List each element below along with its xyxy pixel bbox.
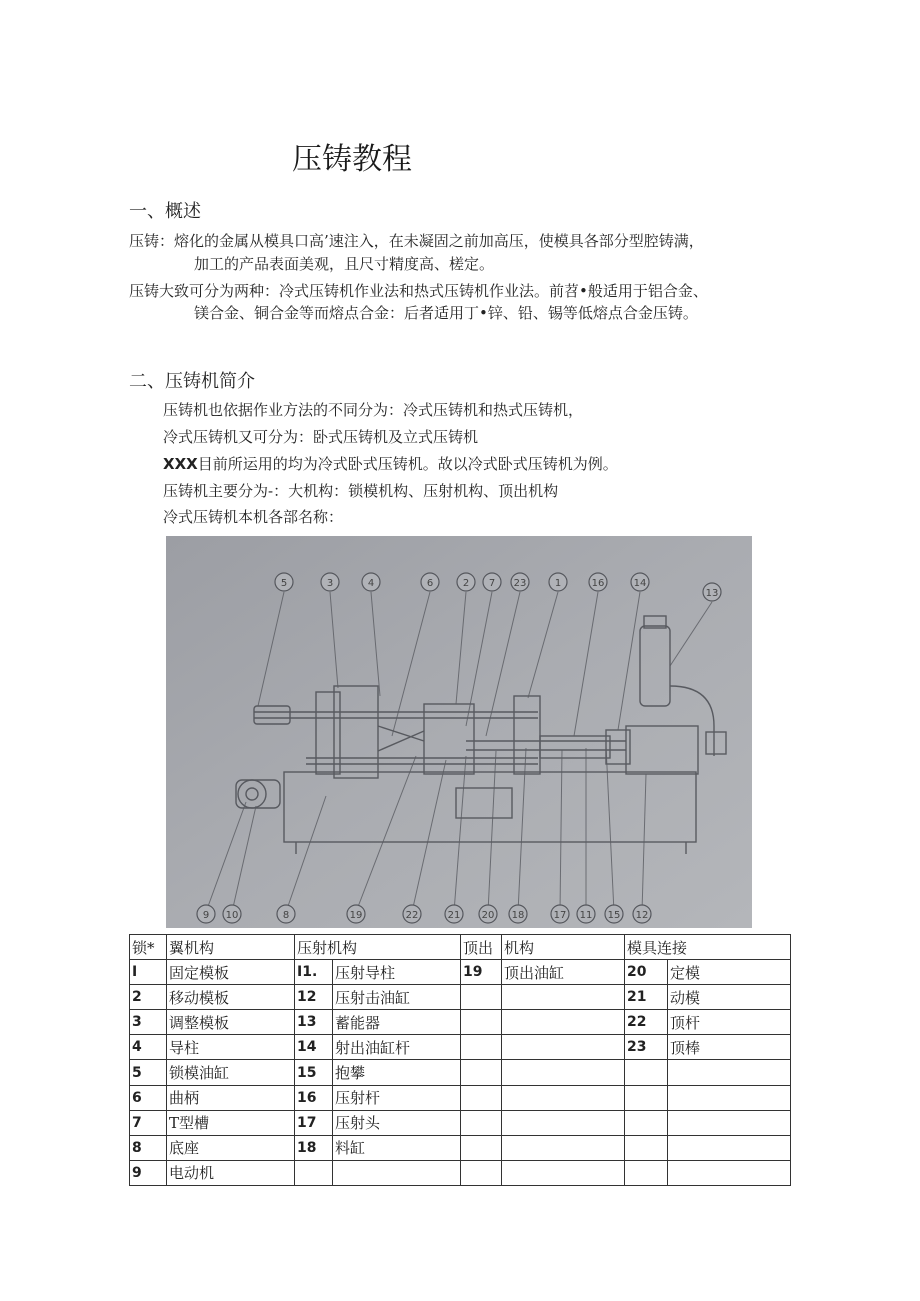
table-row [130, 1110, 791, 1135]
paragraph-definition-line1: 压铸：熔化的金属从模具口高’速注入，在未凝固之前加高压，使模具各部分型腔铸满， [129, 232, 704, 250]
part-number-cell: 13 [295, 1010, 333, 1035]
intro-line3 [163, 456, 618, 472]
part-name-cell [502, 1160, 625, 1185]
paragraph-definition-line2: 加工的产品表面美观，且尺寸精度高、槎定。 [194, 255, 495, 273]
callout-bottom-label: 8 [282, 910, 290, 921]
machine-diagram-photo [166, 536, 752, 928]
part-number-cell: 21 [625, 985, 668, 1010]
machine-diagram [166, 536, 752, 928]
header-injection-mechanism: 压射机构 [295, 935, 461, 960]
part-name-cell [668, 1135, 791, 1160]
part-name-cell: 抱攀 [333, 1060, 461, 1085]
table-row [130, 1035, 791, 1060]
part-number-cell [461, 1110, 502, 1135]
part-number-cell [625, 1160, 668, 1185]
part-name-cell: 固定模板 [167, 960, 295, 985]
part-name-cell: T型槽 [167, 1110, 295, 1135]
part-number-cell: 23 [625, 1035, 668, 1060]
part-number-cell: 8 [130, 1135, 167, 1160]
part-name-cell: 压射杆 [333, 1085, 461, 1110]
intro-line1: 压铸机也依据作业方法的不同分为：冷式压铸机和热式压铸机， [163, 401, 584, 419]
part-number-cell: 7 [130, 1110, 167, 1135]
part-name-cell: 调整模板 [167, 1010, 295, 1035]
part-number-cell [625, 1135, 668, 1160]
part-name-cell: 压射头 [333, 1110, 461, 1135]
part-number-cell: I [130, 960, 167, 985]
part-name-cell: 定模 [668, 960, 791, 985]
part-number-cell [461, 1035, 502, 1060]
table-row [130, 985, 791, 1010]
part-name-cell [502, 985, 625, 1010]
callout-bottom-label: 12 [635, 910, 649, 921]
table-row [130, 1160, 791, 1185]
part-name-cell [502, 1035, 625, 1060]
table-row [130, 1010, 791, 1035]
part-name-cell [668, 1110, 791, 1135]
callout-bottom-label: 17 [553, 910, 567, 921]
part-number-cell [625, 1110, 668, 1135]
section-heading-machine-intro: 二、压铸机简介 [129, 371, 255, 392]
section-heading-overview: 一、概述 [129, 201, 201, 222]
part-number-cell: 5 [130, 1060, 167, 1085]
part-name-cell [502, 1135, 625, 1160]
callout-top-label: 5 [280, 578, 288, 589]
part-number-cell: 18 [295, 1135, 333, 1160]
part-name-cell: 压射击油缸 [333, 985, 461, 1010]
part-number-cell: 9 [130, 1160, 167, 1185]
paragraph-types-line2: 镁合金、铜合金等而熔点合金：后者适用丁•锌、铅、锡等低熔点合金压铸。 [194, 304, 698, 322]
part-number-cell [461, 1085, 502, 1110]
callout-top-label: 3 [326, 578, 334, 589]
table-row [130, 960, 791, 985]
callout-bottom-label: 20 [481, 910, 495, 921]
table-row [130, 1135, 791, 1160]
part-number-cell: 12 [295, 985, 333, 1010]
callout-top-label: 14 [633, 578, 647, 589]
intro-line5: 冷式压铸机本机各部名称： [163, 508, 344, 526]
part-name-cell: 料缸 [333, 1135, 461, 1160]
callout-top-label: 16 [591, 578, 605, 589]
header-ejector-mechanism: 机构 [502, 935, 625, 960]
callout-bottom-label: 19 [349, 910, 363, 921]
callout-top-label: 6 [426, 578, 434, 589]
part-number-cell [625, 1085, 668, 1110]
table-row [130, 1085, 791, 1110]
part-number-cell: 20 [625, 960, 668, 985]
intro-line4: 压铸机主要分为-：大机构：锁模机构、压射机构、顶出机构 [163, 482, 559, 500]
callout-top-label: 7 [488, 578, 496, 589]
header-mold-connection: 模具连接 [625, 935, 791, 960]
part-name-cell [333, 1160, 461, 1185]
part-name-cell: 蓄能器 [333, 1010, 461, 1035]
part-name-cell [502, 1085, 625, 1110]
part-name-cell [668, 1060, 791, 1085]
page-title: 压铸教程 [292, 142, 412, 177]
part-number-cell [295, 1160, 333, 1185]
part-name-cell: 射出油缸杆 [333, 1035, 461, 1060]
callout-bottom-label: 9 [202, 910, 210, 921]
parts-table [129, 934, 791, 1186]
part-number-cell: 16 [295, 1085, 333, 1110]
part-name-cell: 顶杆 [668, 1010, 791, 1035]
part-name-cell: 锁模油缸 [167, 1060, 295, 1085]
table-row [130, 1060, 791, 1085]
part-name-cell [668, 1160, 791, 1185]
part-name-cell: 电动机 [167, 1160, 295, 1185]
part-number-cell [461, 985, 502, 1010]
part-number-cell [461, 1010, 502, 1035]
part-name-cell: 导柱 [167, 1035, 295, 1060]
part-name-cell: 底座 [167, 1135, 295, 1160]
part-number-cell: 17 [295, 1110, 333, 1135]
callout-top-label: 2 [462, 578, 470, 589]
part-name-cell [668, 1085, 791, 1110]
callout-bottom-label: 18 [511, 910, 525, 921]
header-clamp-mechanism: 翼机构 [167, 935, 295, 960]
callout-bottom-label: 22 [405, 910, 419, 921]
part-name-cell: 顶棒 [668, 1035, 791, 1060]
header-clamp-prefix: 锁* [130, 935, 167, 960]
part-name-cell: 曲柄 [167, 1085, 295, 1110]
callout-bottom-label: 15 [607, 910, 621, 921]
part-number-cell: 4 [130, 1035, 167, 1060]
part-number-cell: 3 [130, 1010, 167, 1035]
callout-top-label: 13 [705, 588, 719, 599]
callout-top-label: 23 [513, 578, 527, 589]
table-header-row [130, 935, 791, 960]
part-number-cell: 6 [130, 1085, 167, 1110]
part-number-cell [461, 1060, 502, 1085]
callout-bottom-label: 10 [225, 910, 239, 921]
parts-table-body [130, 935, 791, 1186]
part-number-cell: 22 [625, 1010, 668, 1035]
part-name-cell: 压射导柱 [333, 960, 461, 985]
part-number-cell [625, 1060, 668, 1085]
intro-line3-text: 目前所运用的均为冷式卧式压铸机。故以冷式卧式压铸机为例。 [197, 455, 618, 473]
part-name-cell [502, 1010, 625, 1035]
part-number-cell: 15 [295, 1060, 333, 1085]
part-name-cell [502, 1060, 625, 1085]
part-number-cell [461, 1135, 502, 1160]
part-name-cell: 顶出油缸 [502, 960, 625, 985]
part-number-cell [461, 1160, 502, 1185]
callout-top-label: 1 [554, 578, 562, 589]
part-number-cell: 19 [461, 960, 502, 985]
part-name-cell [502, 1110, 625, 1135]
paragraph-types-line1: 压铸大致可分为两种：冷式压铸机作业法和热式压铸机作业法。前苕•般适用于铝合金、 [129, 282, 708, 300]
intro-line2: 冷式压铸机又可分为：卧式压铸机及立式压铸机 [163, 428, 479, 446]
callout-bottom-label: 21 [447, 910, 461, 921]
header-ejector-prefix: 顶出 [461, 935, 502, 960]
part-name-cell: 移动模板 [167, 985, 295, 1010]
part-number-cell: 2 [130, 985, 167, 1010]
callout-top-label: 4 [367, 578, 375, 589]
company-placeholder: XXX [163, 455, 198, 473]
part-number-cell: I1. [295, 960, 333, 985]
part-number-cell: 14 [295, 1035, 333, 1060]
callout-bottom-label: 11 [579, 910, 593, 921]
part-name-cell: 动模 [668, 985, 791, 1010]
